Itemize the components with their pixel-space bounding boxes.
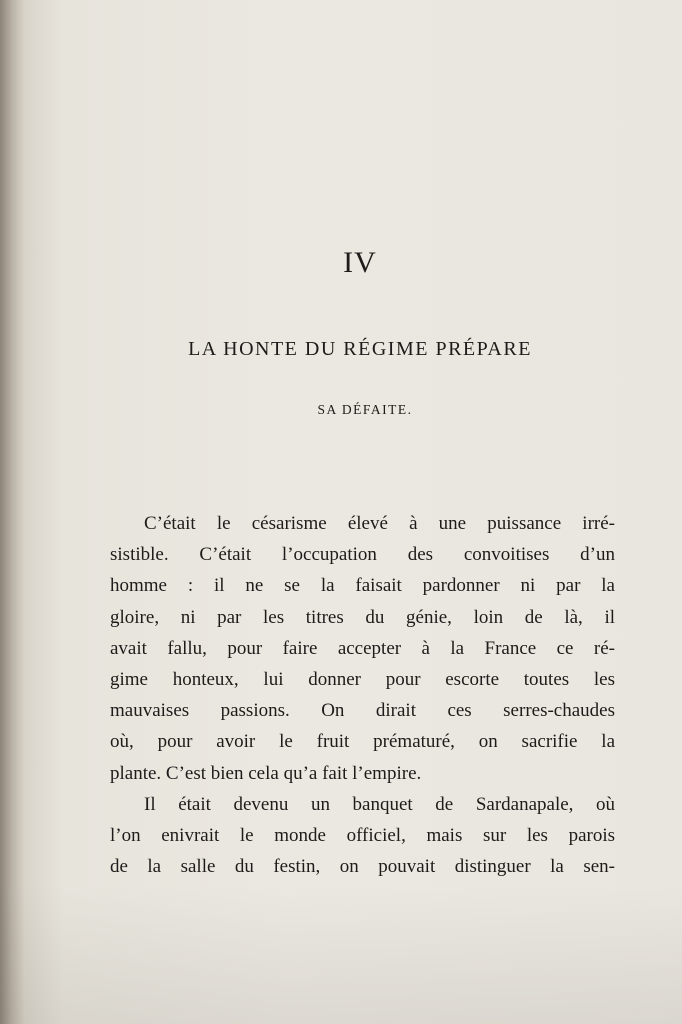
text-line: sistible. C’était l’occupation des convoitises d’un bbox=[110, 544, 615, 566]
chapter-subtitle: SA DÉFAITE. bbox=[317, 402, 413, 417]
chapter-title: LA HONTE DU RÉGIME PRÉPARE bbox=[188, 338, 532, 360]
text-line: gloire, ni par les titres du génie, loin de là, il bbox=[110, 606, 615, 628]
text-line: Il était devenu un banquet de Sardanapale, où bbox=[144, 793, 615, 815]
text-line: plante. C’est bien cela qu’a fait l’empire. bbox=[110, 762, 422, 784]
text-line: avait fallu, pour faire accepter à la France ce ré- bbox=[110, 637, 615, 659]
text-line: gime honteux, lui donner pour escorte toutes les bbox=[110, 669, 615, 691]
text-line: homme : il ne se la faisait pardonner ni par la bbox=[110, 575, 615, 597]
text-line: l’on enivrait le monde officiel, mais sur les parois bbox=[110, 825, 615, 847]
text-line: où, pour avoir le fruit prématuré, on sacrifie la bbox=[110, 731, 615, 753]
page-shadow bbox=[0, 884, 682, 1024]
text-line: de la salle du festin, on pouvait distinguer la sen- bbox=[110, 856, 615, 878]
body-text bbox=[110, 508, 615, 882]
chapter-number: IV bbox=[343, 246, 377, 279]
text-line: C’était le césarisme élevé à une puissance irré- bbox=[144, 513, 615, 534]
text-line: mauvaises passions. On dirait ces serres-chaudes bbox=[110, 700, 615, 722]
